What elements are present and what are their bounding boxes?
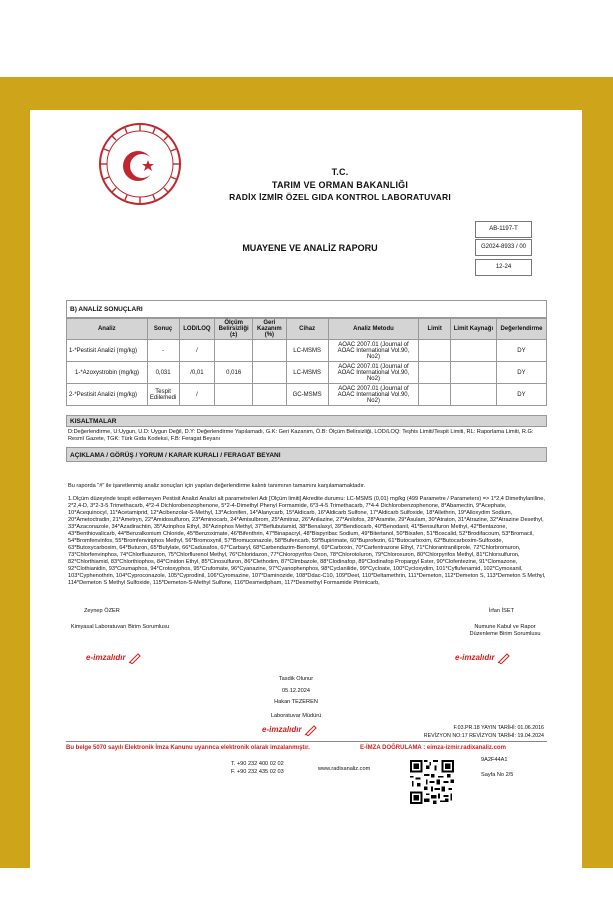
note-hash: Bu raporda "#" ile işaretlenmiş analiz sonuçları için yapılan değerlendirme kalıntı tanımının tamamını karşılamamaktadır. (68, 483, 366, 489)
section-b-title: B) ANALİZ SONUÇLARI (66, 300, 547, 318)
cell: DY (496, 340, 546, 362)
col-geri-kazanim: Geri Kazanım (%) (253, 319, 287, 340)
doc-box-date: 12-24 (475, 259, 532, 276)
page-number: Sayfa No 2/5 (481, 772, 514, 778)
doc-box-report-no: G2024-8933 / 00 (475, 239, 532, 256)
qr-code-icon[interactable] (410, 760, 454, 804)
col-limit-kaynagi: Limit Kaynağı (450, 319, 496, 340)
col-limit: Limit (419, 319, 451, 340)
e-signature-pen-icon (497, 652, 511, 664)
cell (215, 384, 253, 406)
cell: / (179, 340, 215, 362)
cell: DY (496, 384, 546, 406)
e-signature-pen-icon (304, 724, 318, 736)
cell (450, 384, 496, 406)
cell: AOAC 2007.01 (Journal of AOAC International Vol.90, No2) (328, 384, 419, 406)
doc-code: 9A2F44A1 (481, 757, 508, 763)
approval-name: Hakan TEZEREN (274, 699, 318, 705)
col-lodloq: LOD/LOQ (179, 319, 215, 340)
cell (450, 362, 496, 384)
cell: - (147, 340, 179, 362)
cell: Tespit Edilemedi (147, 384, 179, 406)
cell (253, 340, 287, 362)
approval-date: 05.12.2024 (282, 688, 310, 694)
cell: DY (496, 362, 546, 384)
esign-verify-link[interactable]: E-İMZA DOĞRULAMA : eimza-izmir.radixanaliz.com (360, 745, 506, 751)
cell: AOAC 2007.01 (Journal of AOAC International Vol.90, No2) (328, 362, 419, 384)
left-esign-text: e-imzalıdır (86, 653, 126, 663)
results-table (66, 318, 547, 406)
explanation-title: AÇIKLAMA / GÖRÜŞ / YORUM / KARAR KURALI / FERAGAT BEYANI (66, 447, 547, 462)
cell (253, 362, 287, 384)
law-notice: Bu belge 5070 sayılı Elektronik İmza Kanunu uyarınca elektronik olarak imzalanmıştır. (66, 745, 310, 751)
form-publish-info: F.03.PR.18 YAYIN TARİHİ: 01.06.2016 (453, 725, 544, 731)
cell: GC-MSMS (286, 384, 328, 406)
footer-website[interactable]: www.radixanaliz.com (318, 766, 371, 772)
col-cihaz: Cihaz (286, 319, 328, 340)
abbreviations-title: KISALTMALAR (66, 415, 547, 427)
table-row (67, 340, 547, 362)
col-belirsizlik: Ölçüm Belirsizliği (±) (215, 319, 253, 340)
col-analiz: Analiz (67, 319, 148, 340)
form-revision-info: REVİZYON NO:17 REVİZYON TARİHİ: 19.04.2024 (423, 733, 544, 739)
cell (253, 384, 287, 406)
left-esignature (86, 652, 142, 664)
report-title: MUAYENE VE ANALİZ RAPORU (242, 243, 378, 253)
header-lab: RADİX İZMİR ÖZEL GIDA KONTROL LABORATUVARI (229, 192, 451, 202)
header-ministry: TARIM VE ORMAN BAKANLIĞI (271, 180, 409, 190)
header-tc: T.C. (331, 167, 349, 177)
right-esignature (455, 652, 511, 664)
cell: LC-MSMS (286, 340, 328, 362)
right-esign-text: e-imzalıdır (455, 653, 495, 663)
cell: 2-*Pestisit Analizi (mg/kg) (67, 384, 148, 406)
col-metod: Analiz Metodu (328, 319, 419, 340)
pesticide-parameters-list: 1.Ölçüm düzeyinde tespit edilemeyen Pestisit Analizi Analizi alt parametreleri Adı [Ölçüm limiti] Akredite durumu: LC-MSMS (0,01) mg/kg (499 Parametre / Parameters) => 1*2,4 Dimethylaniline, 2*2,4-D, 3*2-3-5 Trimethacarb, 4*2-4 Dichlorobenzophenone, 5*2-4-Dimethyl Phenyl Formamide, 6*3-4-5 Trimethacarb, 7*4-4 Dichlorobenzophenone, 8*Abamectin, 9*Acephate, 10*Acequinocyl, 11*Acetamiprid, 12*Acibenzolar-S-Methyl, 13*Aclonifen, 14*Alanycarb, 15*Aldicarb, 16*Aldicarb Sulfone, 17*Aldicarb Sulfoxide, 18*Allethrin, 19*Alloxydim Sodium, 20*Ametoctradin, 21*Ametryn, 22*Amidosulfuron, 23*Aminocarb, 24*Amisulbrom, 25*Amitraz, 26*Anilazine, 27*Anilofos, 28*Aramite, 29*Asulam, 30*Atraton, 31*Atrazine, 32*Atrazine Desethyl, 33*Azaconazole, 34*Azadirachtin, 35*Azinphos Ethyl, 36*Azinphos Methyl, 37*Beflubutamid, 38*Benalaxyl, 39*Bendiocarb, 40*Benodanil, 41*Bensulfuron Methyl, 42*Bentazone, 43*Benthiovalicarb, 44*Benzalkonium Chloride, 45*Benzoximate, 46*Bifenthrin, 47*Binapacryl, 48*Bispyribac Sodium, 49*Bitertanol, 50*Bixafen, 51*Boscalid, 52*Brodifacoum, 53*Bromacil, 54*Bromfenvinfos, 55*Bromfenvinphos Methyl, 56*Bromoxynil, 57*Bromuconazole, 58*Bufencarb, 59*Bupirimate, 60*Buprofezin, 61*Butocarboxim, 62*Butocarboxim-Sulfoxide, 63*Butoxycarboxim, 64*Buturon, 65*Butylate, 66*Cadusafos, 67*Carbaryl, 68*Carbendazim-Benomyl, 69*Carboxin, 70*Carfentrazone Ethyl, 71*Chlorantraniliprole, 72*Chlorbromuron, 73*Chlorfenvinphos, 74*Chlorfluazuron, 75*Chlorflurenol Methyl, 76*Chloridazon, 77*Chloropyrifos Oxon, 78*Chlorotoluron, 79*Chloroxuron, 80*Chlorpyrifos Methyl, 81*Chlorsulfuron, 82*Chlorthiamid, 83*Chlorthiophos, 84*Cinidon Ethyl, 85*Cinosulfuron, 86*Clethodim, 87*Climbazole, 88*Clodinafop, 89*Clodinafop Propargyl Ester, 90*Clofentezine, 91*Clomazone, 92*Clothianidin, 93*Coumaphos, 94*Crotoxyphos, 95*Crufomate, 96*Cyanazine, 97*Cyanophenphos, 98*Cyclanilide, 99*Cycloate, 100*Cycloxydim, 101*Cyflufenamid, 102*Cymoxanil, 103*Cyphenothrin, 104*Cyproconazole, 105*Cyprodinil, 106*Cyromazine, 107*Daminozide, 108*Ddac-C10, 109*Deet, 110*Deltamethrin, 111*Demeton, 112*Demeton S, 113*Demeton S Methyl, 114*Demeton S Methyl Sulfoxide, 115*Demeton-S-Methyl Sulfone, 116*Desmedipham, 117*Desmethyl Formamide Pirimicarb, (68, 496, 546, 586)
cell: 0,016 (215, 362, 253, 384)
approval-esign-text: e-imzalıdır (262, 725, 302, 735)
cell: AOAC 2007.01 (Journal of AOAC International Vol.90, No2) (328, 340, 419, 362)
cell (419, 384, 451, 406)
cell (450, 340, 496, 362)
cell: LC-MSMS (286, 362, 328, 384)
approval-title: Tasdik Olunur (278, 676, 314, 682)
right-signer-role: Numune Kabul ve Rapor Düzenleme Birim Sorumlusu (469, 624, 541, 637)
table-row (67, 362, 547, 384)
cell: / (179, 384, 215, 406)
col-sonuc: Sonuç (147, 319, 179, 340)
footer-phone: T. +90 232 400 02 02 (231, 761, 284, 767)
cell: 1-*Azoxystrobin (mg/kg) (67, 362, 148, 384)
cell: 0,031 (147, 362, 179, 384)
left-signer-role: Kimyasal Laboratuvarı Birim Sorumlusu (70, 624, 170, 630)
left-signer-name: Zeynep ÖZER (84, 608, 120, 614)
cell (215, 340, 253, 362)
abbreviations-text: D:Değerlendirme, U:Uygun, U.D: Uygun Değil, D.Y: Değerlendirme Yapılamadı, G.K: Geri Kazanım, Ö.B: Ölçüm Belirsizliği, LOD/LOQ: Teşhis Limiti/Tespit Limiti, RL: Raporlama Limiti, R.G: Resmî Gazete, TGK: Türk Gıda Kodeksi, F.B: Feragat Beyanı (68, 429, 534, 442)
table-header-row (67, 319, 547, 340)
approval-esignature (262, 724, 318, 736)
footer-fax: F. +90 232 435 02 03 (231, 769, 284, 775)
footer-divider (66, 741, 547, 742)
table-row (67, 384, 547, 406)
doc-box-accreditation: AB-1197-T (475, 221, 532, 238)
cell: /0,01 (179, 362, 215, 384)
right-signer-name: İrfan İSET (488, 608, 514, 614)
col-degerlendirme: Değerlendirme (496, 319, 546, 340)
cell: 1-*Pestisit Analizi (mg/kg) (67, 340, 148, 362)
e-signature-pen-icon (128, 652, 142, 664)
cell (419, 340, 451, 362)
approval-role: Laboratuvar Müdürü (270, 713, 322, 719)
cell (419, 362, 451, 384)
